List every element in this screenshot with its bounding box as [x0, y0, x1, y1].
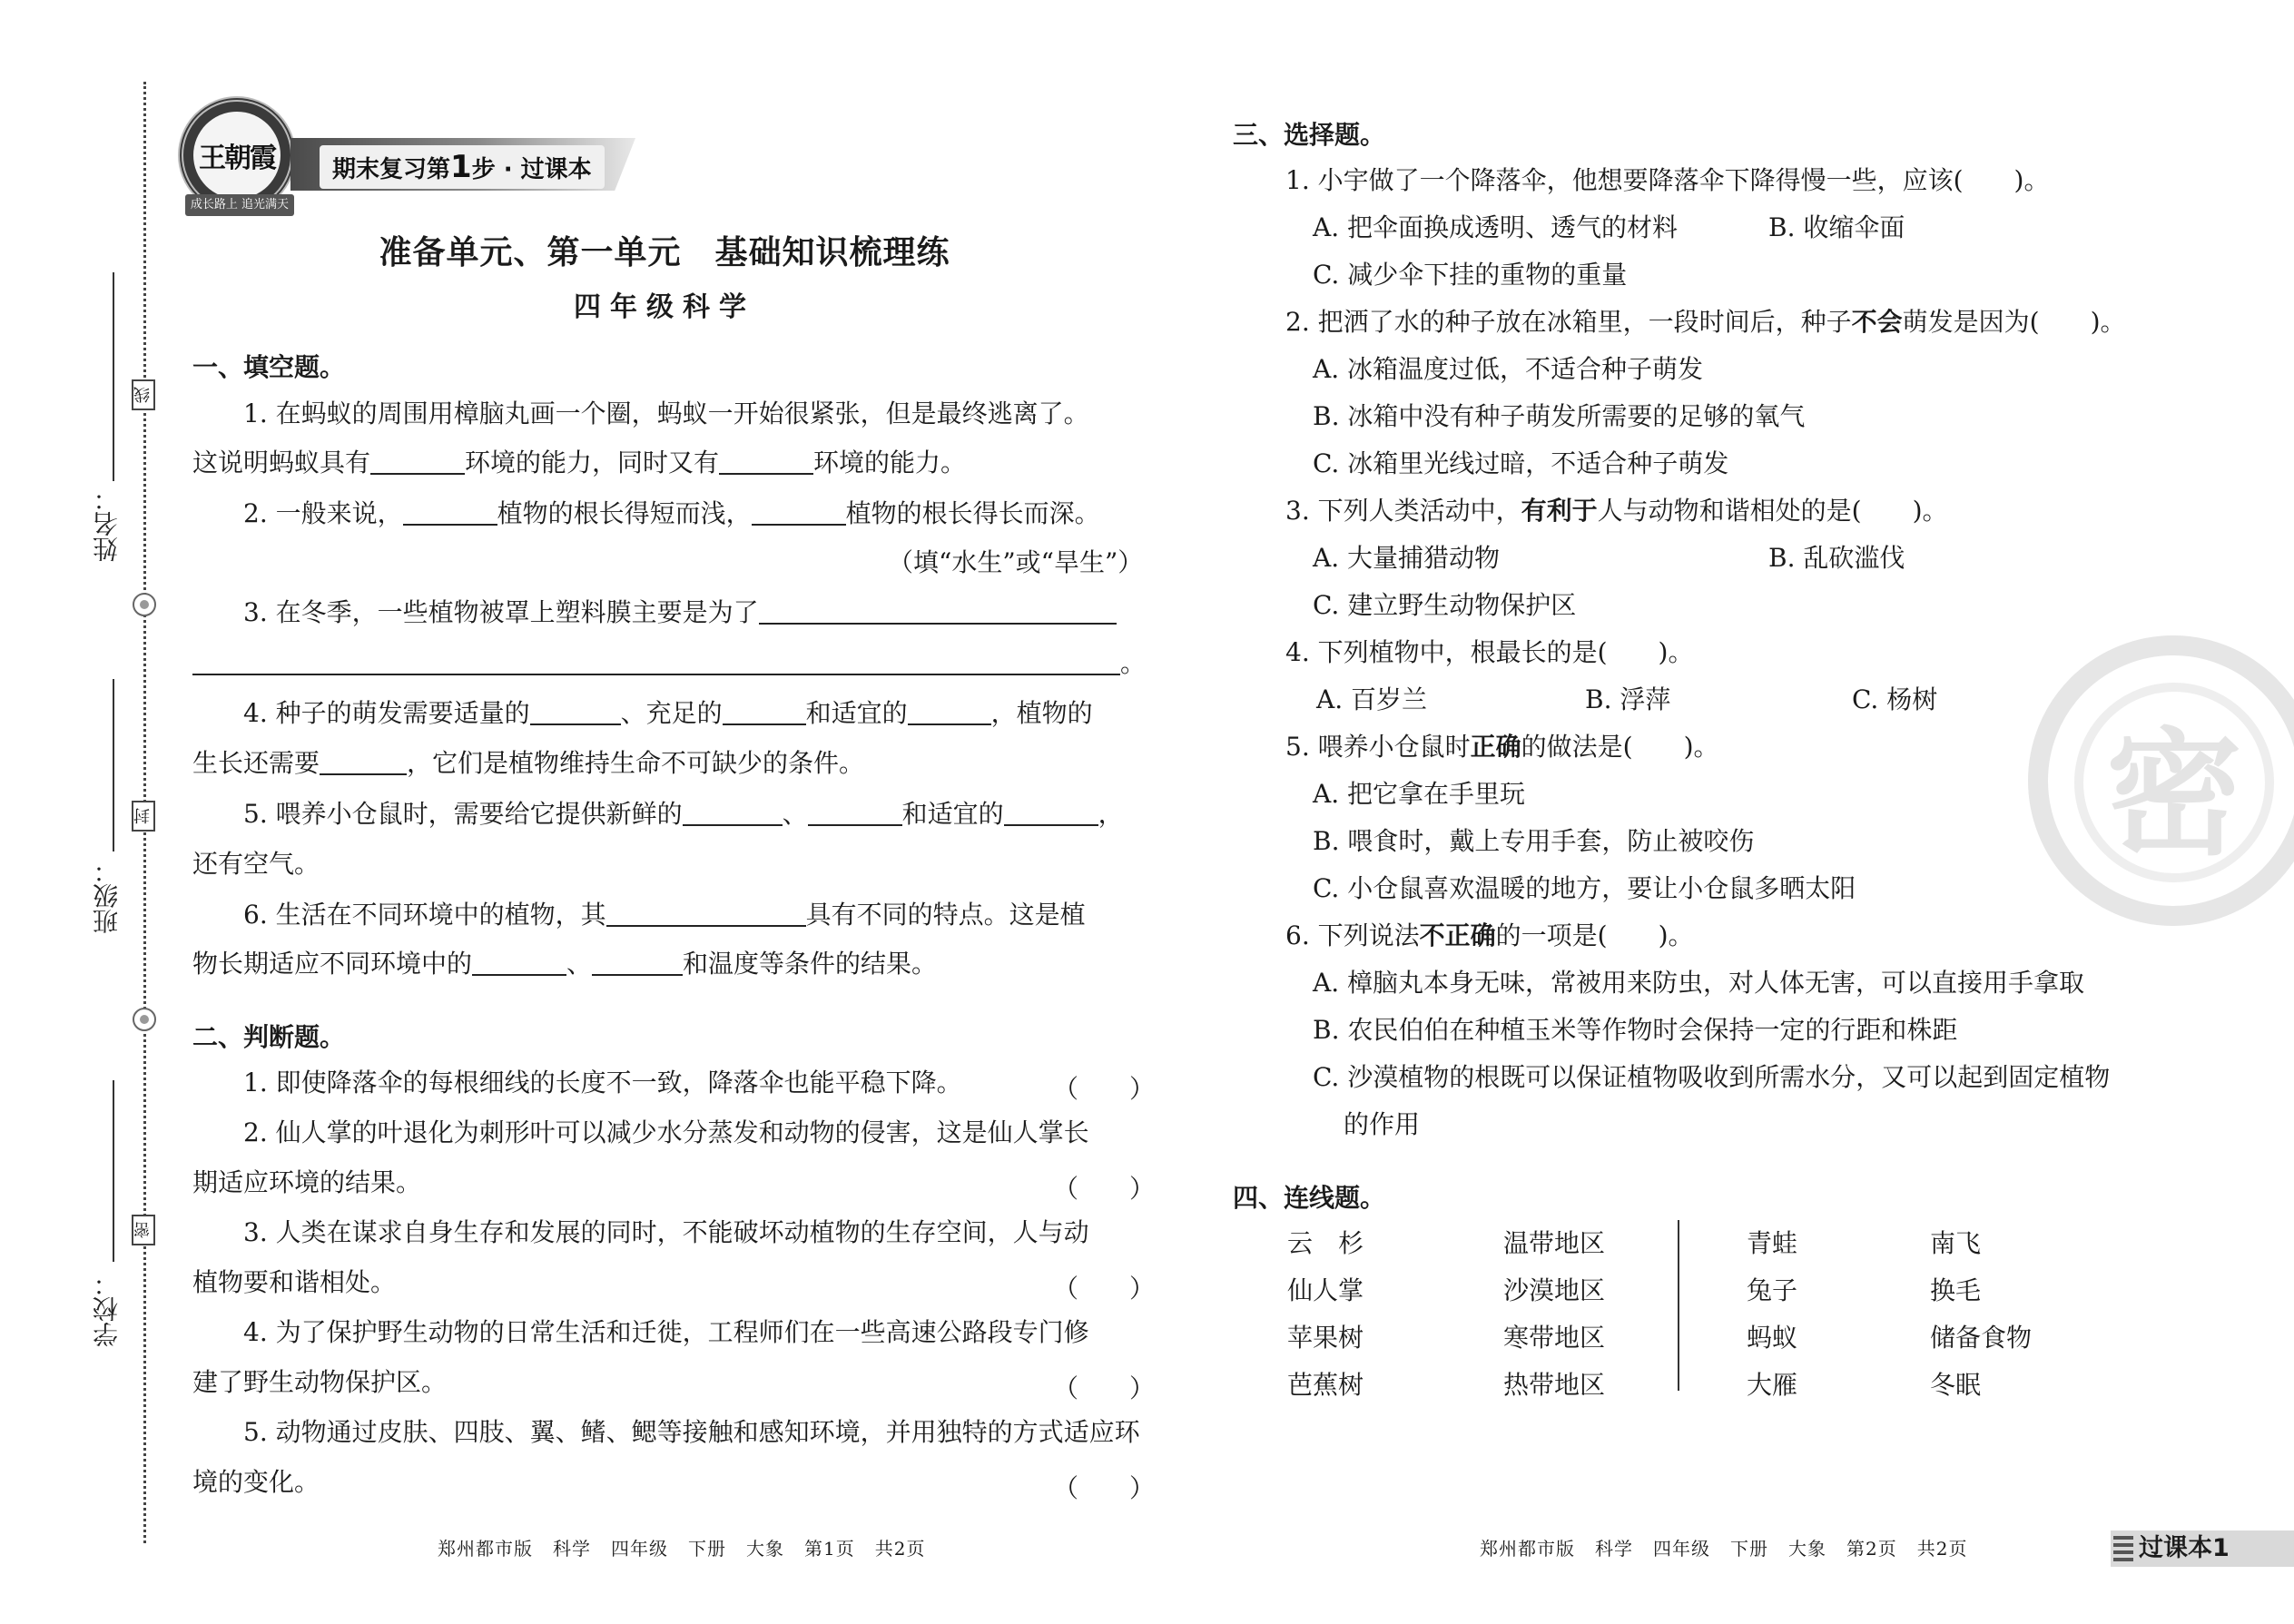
answer-paren[interactable]: （ ）	[1053, 1373, 1156, 1403]
footer-left: 郑州都市版 科学 四年级 下册 大象 第1页 共2页	[438, 1538, 926, 1560]
class-label: 班级：	[92, 858, 122, 934]
question-hint: （填“水生”或“旱生”）	[888, 547, 1144, 577]
section-heading-choice: 三、选择题。	[1233, 120, 1386, 150]
binding-tag-seal: 封	[132, 801, 155, 832]
series-prefix: 期末复习第	[332, 156, 451, 183]
question-text: 2. 仙人掌的叶退化为刺形叶可以减少水分蒸发和动物的侵害，这是仙人掌长	[243, 1117, 1089, 1147]
answer-paren[interactable]: （ ）	[1053, 1274, 1156, 1304]
logo-ribbon: 成长路上 追光满天	[185, 194, 294, 216]
question-text: 4. 下列植物中，根最长的是( )。	[1285, 637, 1694, 667]
match-behavior[interactable]: 冬眠	[1930, 1370, 1982, 1400]
class-write-line	[113, 679, 114, 851]
option-a[interactable]: A. 把伞面换成透明、透气的材料	[1313, 212, 1679, 242]
answer-blank[interactable]	[403, 498, 497, 526]
question-text: 4. 为了保护野生动物的日常生活和迁徙，工程师们在一些高速公路段专门修	[243, 1317, 1089, 1347]
option-a[interactable]: A. 冰箱温度过低，不适合种子萌发	[1313, 354, 1704, 384]
option-b[interactable]: B. 浮萍	[1585, 684, 1671, 714]
option-a[interactable]: A. 大量捕猎动物	[1313, 543, 1501, 573]
answer-blank[interactable]	[320, 748, 407, 775]
option-b[interactable]: B. 冰箱中没有种子萌发所需要的足够的氧气	[1313, 401, 1806, 431]
publisher-logo	[178, 87, 296, 219]
answer-blank[interactable]	[1004, 799, 1098, 826]
logo-text: 王朝霞	[193, 112, 281, 199]
corner-label: 过课本1	[2139, 1534, 2230, 1562]
option-b[interactable]: B. 喂食时，戴上专用手套，防止被咬伤	[1313, 826, 1755, 856]
question-text: 期适应环境的结果。	[192, 1167, 422, 1197]
question-text: 3. 下列人类活动中，有利于人与动物和谐相处的是( )。	[1285, 496, 1948, 526]
name-label: 姓名：	[92, 486, 122, 562]
binding-margin	[0, 0, 182, 1624]
option-c-cont: 的作用	[1344, 1109, 1421, 1139]
match-animal[interactable]: 大雁	[1747, 1370, 1798, 1400]
section-heading-judge: 二、判断题。	[192, 1022, 346, 1052]
question-text: 境的变化。	[192, 1467, 320, 1497]
question-text: 5. 喂养小仓鼠时正确的做法是( )。	[1285, 732, 1719, 762]
option-a[interactable]: A. 樟脑丸本身无味，常被用来防虫，对人体无害，可以直接用手拿取	[1313, 968, 2085, 998]
answer-paren[interactable]: （ ）	[1053, 1473, 1156, 1503]
match-region[interactable]: 寒带地区	[1503, 1323, 1606, 1353]
option-c[interactable]: C. 杨树	[1852, 684, 1938, 714]
answer-blank[interactable]	[908, 698, 991, 725]
binding-tag-line: 线	[132, 379, 155, 410]
question-text: 。	[192, 639, 1146, 688]
answer-blank[interactable]	[752, 498, 846, 526]
match-region[interactable]: 热带地区	[1503, 1370, 1606, 1400]
question-text: 3. 在冬季，一些植物被罩上塑料膜主要是为了	[192, 588, 1117, 637]
confidential-seal-text: 密	[2074, 683, 2274, 882]
option-c[interactable]: C. 小仓鼠喜欢温暖的地方，要让小仓鼠多晒太阳	[1313, 873, 1856, 903]
series-suffix: 步 · 过课本	[471, 156, 592, 183]
matching-divider	[1678, 1220, 1679, 1391]
question-text: 1. 即使降落伞的每根细线的长度不一致，降落伞也能平稳下降。	[243, 1068, 962, 1097]
answer-blank[interactable]	[472, 949, 566, 976]
question-text: 3. 人类在谋求自身生存和发展的同时，不能破坏动植物的生存空间，人与动	[243, 1217, 1089, 1247]
answer-blank[interactable]	[759, 597, 1117, 625]
series-step: 1	[450, 149, 472, 185]
corner-stripes-icon	[2113, 1536, 2133, 1561]
answer-blank[interactable]	[592, 949, 683, 976]
option-b[interactable]: B. 农民伯伯在种植玉米等作物时会保持一定的行距和株距	[1313, 1015, 1958, 1045]
answer-blank[interactable]	[808, 799, 902, 826]
footer-right: 郑州都市版 科学 四年级 下册 大象 第2页 共2页	[1480, 1538, 1968, 1560]
option-c[interactable]: C. 建立野生动物保护区	[1313, 590, 1577, 620]
option-a[interactable]: A. 百岁兰	[1316, 684, 1428, 714]
option-c[interactable]: C. 减少伞下挂的重物的重量	[1313, 260, 1628, 290]
page-title: 准备单元、第一单元 基础知识梳理练	[379, 234, 950, 271]
option-b[interactable]: B. 收缩伞面	[1768, 212, 1905, 242]
question-text: 1. 小宇做了一个降落伞，他想要降落伞下降得慢一些，应该( )。	[1285, 165, 2050, 195]
option-a[interactable]: A. 把它拿在手里玩	[1313, 779, 1526, 809]
match-region[interactable]: 沙漠地区	[1503, 1275, 1606, 1305]
answer-blank[interactable]	[723, 698, 806, 725]
answer-paren[interactable]: （ ）	[1053, 1074, 1156, 1104]
question-text: 生长还需要 ，它们是植物维持生命不可缺少的条件。	[192, 748, 865, 778]
match-plant[interactable]: 芭蕉树	[1287, 1370, 1364, 1400]
question-text: 6. 生活在不同环境中的植物，其 具有不同的特点。这是植	[243, 900, 1086, 930]
match-animal[interactable]: 蚂蚁	[1747, 1323, 1798, 1353]
answer-blank[interactable]	[530, 698, 621, 725]
question-text: 2. 一般来说， 植物的根长得短而浅， 植物的根长得长而深。	[243, 498, 1100, 528]
match-region[interactable]: 温带地区	[1503, 1228, 1606, 1258]
match-plant[interactable]: 云 杉	[1287, 1228, 1364, 1258]
option-b[interactable]: B. 乱砍滥伐	[1768, 543, 1905, 573]
answer-blank[interactable]	[719, 448, 813, 475]
question-text: 物长期适应不同环境中的 、 和温度等条件的结果。	[192, 949, 938, 979]
match-behavior[interactable]: 南飞	[1930, 1228, 1982, 1258]
question-text: 这说明蚂蚁具有 环境的能力，同时又有 环境的能力。	[192, 448, 967, 477]
match-plant[interactable]: 仙人掌	[1287, 1275, 1364, 1305]
match-plant[interactable]: 苹果树	[1287, 1323, 1364, 1353]
answer-blank[interactable]	[370, 448, 465, 475]
question-text: 6. 下列说法不正确的一项是( )。	[1285, 920, 1694, 950]
school-label: 学校：	[92, 1271, 122, 1347]
question-text: 2. 把洒了水的种子放在冰箱里，一段时间后，种子不会萌发是因为( )。	[1285, 307, 2126, 337]
match-behavior[interactable]: 储备食物	[1930, 1323, 2033, 1353]
answer-blank[interactable]	[606, 900, 806, 927]
binding-hole-icon	[133, 593, 156, 616]
name-write-line	[113, 272, 114, 481]
option-c[interactable]: C. 沙漠植物的根既可以保证植物吸收到所需水分，又可以起到固定植物	[1313, 1062, 2111, 1092]
school-write-line	[113, 1080, 114, 1262]
binding-tag-secret: 密	[132, 1215, 155, 1245]
section-heading-fill-blank: 一、填空题。	[192, 352, 346, 382]
question-text: 5. 喂养小仓鼠时，需要给它提供新鲜的 、 和适宜的 ，	[243, 799, 1124, 829]
section-heading-matching: 四、连线题。	[1233, 1183, 1386, 1213]
answer-paren[interactable]: （ ）	[1053, 1174, 1156, 1204]
option-c[interactable]: C. 冰箱里光线过暗，不适合种子萌发	[1313, 448, 1729, 478]
question-text: 还有空气。	[192, 849, 320, 879]
question-text: 5. 动物通过皮肤、四肢、翼、鳍、鳃等接触和感知环境，并用独特的方式适应环	[243, 1417, 1140, 1447]
question-text: 建了野生动物保护区。	[192, 1367, 448, 1397]
match-animal[interactable]: 青蛙	[1747, 1228, 1798, 1258]
answer-blank[interactable]	[683, 799, 783, 826]
page-subtitle: 四年级科学	[574, 291, 755, 323]
question-text: 植物要和谐相处。	[192, 1267, 397, 1297]
binding-hole-icon	[133, 1008, 156, 1031]
match-animal[interactable]: 兔子	[1747, 1275, 1798, 1305]
answer-blank[interactable]	[192, 648, 1120, 675]
match-behavior[interactable]: 换毛	[1930, 1275, 1982, 1305]
series-label	[320, 145, 605, 189]
question-text: 1. 在蚂蚁的周围用樟脑丸画一个圈，蚂蚁一开始很紧张，但是最终逃离了。	[243, 399, 1089, 428]
question-text: 4. 种子的萌发需要适量的 、充足的 和适宜的 ，植物的	[243, 698, 1093, 728]
